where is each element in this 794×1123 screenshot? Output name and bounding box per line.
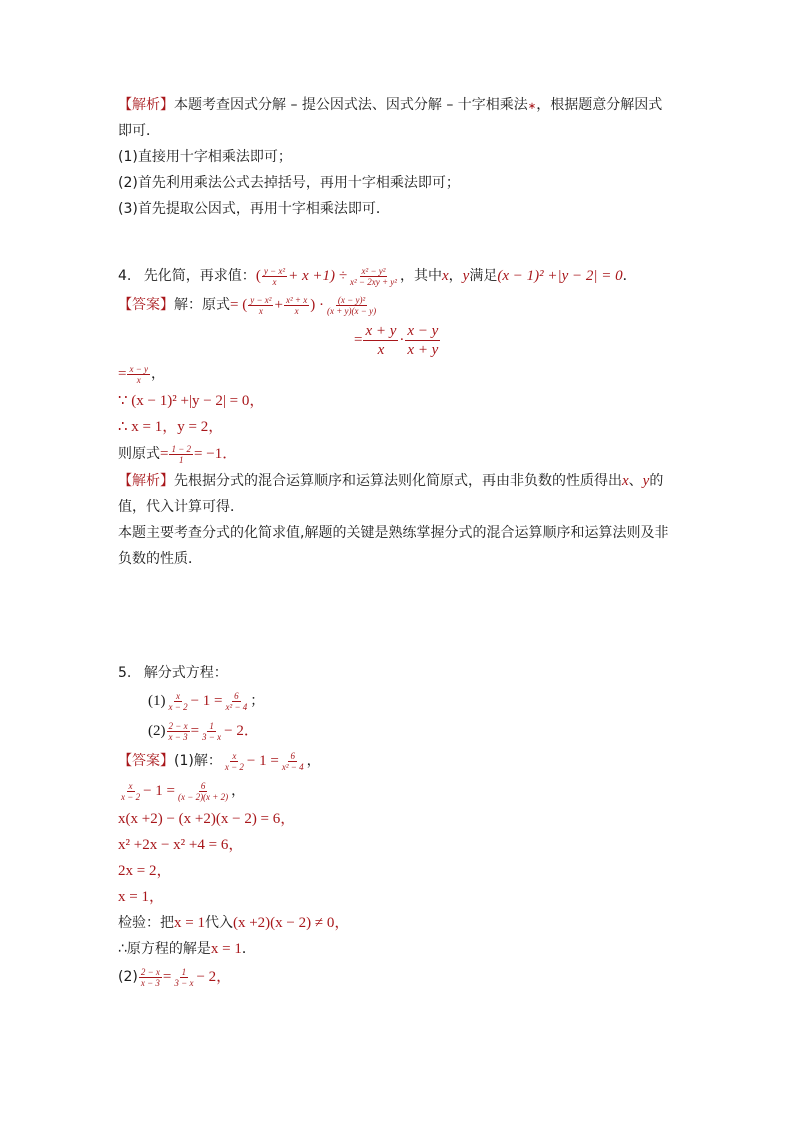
numerator: (x − y)² [337, 294, 366, 305]
var-y: y [462, 268, 470, 284]
denominator: x² − 2xy + y² [349, 276, 397, 287]
explanation-text: 本题考查因式分解 – 提公因式法、因式分解 – 十字相乘法 [174, 97, 528, 113]
fraction [405, 322, 440, 359]
numerator: 6 [200, 780, 206, 791]
punct: ， [448, 268, 463, 284]
denominator: 3 − x [174, 977, 194, 988]
explanation-line-3: (3)首先提取公因式，再用十字相乘法即可． [118, 201, 390, 217]
fraction [127, 364, 150, 385]
punct: ； [250, 693, 265, 709]
denominator: x [272, 276, 277, 287]
fraction [167, 721, 190, 742]
explanation-text: 先根据分式的混合运算顺序和运算法则化简原式，再由非负数的性质得出 [174, 473, 622, 489]
math-expr: − 1 = [190, 693, 223, 709]
fraction [169, 444, 193, 465]
denominator: 1 [179, 454, 184, 465]
var-y: y [642, 473, 650, 489]
numerator: 6 [290, 750, 295, 761]
denominator: x [258, 305, 263, 316]
question-5-stem [118, 660, 678, 686]
math-expr: = −1． [194, 446, 238, 462]
answer-line-1 [118, 746, 678, 776]
numerator: 1 [209, 720, 214, 731]
answer-line-3 [118, 360, 678, 388]
punct: ． [622, 268, 637, 284]
sub-number: (1) [148, 693, 166, 709]
numerator: x [232, 750, 237, 761]
denominator: 3 − x [202, 731, 222, 742]
question-text: ，其中 [400, 268, 442, 284]
math-expr: − 1 = [143, 783, 175, 799]
question-5 [118, 660, 678, 992]
explanation-text: 值，代入计算可得． [118, 499, 244, 515]
explanation-line [118, 468, 678, 494]
math-expr: x = 1 [174, 915, 205, 931]
star-mark: ∗ [527, 101, 537, 112]
answer-line-6: x = 1， [118, 889, 164, 905]
question-text: 解分式方程： [143, 665, 228, 681]
conclusion-line [118, 936, 678, 962]
answer-text: 检验：把 [118, 915, 174, 931]
punct: ， [151, 366, 166, 382]
numerator: y − x² [263, 265, 286, 276]
answer-text: 代入 [204, 915, 233, 931]
question-text: 满足 [469, 268, 498, 284]
sub-number: (2) [148, 723, 166, 739]
explanation-tag: 【解析】 [118, 473, 174, 489]
denominator: x² − 4 [225, 701, 248, 712]
answer-text: 解：原式 [174, 297, 230, 313]
math-expr: (x +2)(x − 2) ≠ 0， [232, 915, 350, 931]
explanation-line-1: (1)直接用十字相乘法即可； [118, 149, 292, 165]
numerator: y − x² [250, 294, 272, 305]
math-expr: = [118, 366, 127, 382]
explanation-text: 本题主要考查分式的化简求值,解题的关键是熟练掌握分式的混合运算顺序和运算法则及非 [118, 525, 669, 541]
denominator: (x − 2)(x + 2) [178, 791, 229, 802]
subquestion-2 [118, 716, 678, 746]
answer-line-4: x² +2x − x² +4 = 6， [118, 837, 244, 853]
denominator: (x + y)(x − y) [326, 305, 377, 316]
fraction [325, 295, 378, 316]
sub-number: (2) [118, 969, 138, 985]
punct: ． [241, 941, 256, 957]
fraction [348, 266, 399, 287]
answer-line-5: 2x = 2， [118, 863, 172, 879]
numerator: x [128, 780, 133, 791]
answer-text: ∴原方程的解是 [118, 941, 211, 957]
var-x: x [442, 268, 449, 284]
fraction [119, 781, 142, 802]
answer-line-part2 [118, 962, 678, 992]
math-expr: = [354, 332, 363, 348]
math-expr: − 2， [196, 969, 232, 985]
because-line: ∵ (x − 1)² +|y − 2| = 0， [118, 393, 265, 409]
question-4 [118, 262, 678, 572]
answer-tag: 【答案】 [118, 753, 174, 769]
fraction [223, 751, 246, 772]
question-number: 4. [118, 268, 132, 284]
numerator: x + y [365, 322, 397, 339]
math-expr: + x +1) ÷ [288, 268, 347, 284]
condition-expr: (x − 1)² +|y − 2| = 0 [497, 268, 623, 284]
punct: ， [231, 783, 246, 799]
math-expr: − 2． [224, 723, 259, 739]
denominator: x [136, 374, 141, 385]
question-text: 先化简，再求值： [143, 268, 256, 284]
denominator: x + y [407, 341, 439, 358]
subquestion-1 [118, 686, 678, 716]
fraction [224, 691, 250, 712]
check-line [118, 910, 678, 936]
explanation-tag: 【解析】 [118, 97, 174, 113]
numerator: x − y [407, 322, 439, 339]
math-expr: = [160, 446, 169, 462]
fraction [172, 967, 195, 988]
punct: 、 [628, 473, 643, 489]
denominator: x − 3 [140, 977, 160, 988]
numerator: 2 − x [168, 720, 188, 731]
answer-line-3: x(x +2) − (x +2)(x − 2) = 6， [118, 811, 296, 827]
numerator: 1 − 2 [171, 443, 192, 454]
question-number: 5. [118, 665, 132, 681]
math-expr: = [190, 723, 200, 739]
answer-tag: 【答案】 [118, 297, 174, 313]
denominator: x² − 4 [281, 761, 304, 772]
explanation-text: 的 [649, 473, 664, 489]
fraction [167, 691, 190, 712]
numerator: x² − y² [361, 265, 386, 276]
numerator: x [176, 690, 181, 701]
explanation-text: 负数的性质． [118, 551, 202, 567]
answer-line-2 [118, 776, 678, 806]
fraction [200, 721, 223, 742]
fraction [262, 266, 287, 287]
math-expr: ) · [310, 297, 324, 313]
fraction [176, 781, 230, 802]
question-4-stem [118, 262, 678, 290]
math-expr: = ( [230, 297, 248, 313]
value-line [118, 440, 678, 468]
denominator: x [294, 305, 299, 316]
numerator: 2 − x [140, 966, 160, 977]
punct: ， [306, 753, 321, 769]
numerator: 6 [234, 690, 239, 701]
fraction [284, 295, 309, 316]
fraction [248, 295, 273, 316]
fraction [280, 751, 306, 772]
q3-explanation [118, 92, 678, 222]
math-expr: + [274, 297, 283, 313]
fraction [363, 322, 398, 359]
math-expr: · [399, 332, 405, 348]
math-expr: = [162, 969, 172, 985]
answer-line-1 [118, 290, 678, 320]
math-expr: x = 1 [210, 941, 242, 957]
denominator: x − 2 [168, 701, 188, 712]
explanation-line-2: (2)首先利用乘法公式去掉括号，再用十字相乘法即可； [118, 175, 460, 191]
math-expr: − 1 = [246, 753, 279, 769]
paren: ( [255, 268, 261, 284]
numerator: x² + x [285, 294, 308, 305]
explanation-text: ，根据题意分解因式 [536, 97, 663, 113]
therefore-line: ∴ x = 1，y = 2， [118, 419, 224, 435]
var-x: x [622, 473, 629, 489]
denominator: x − 2 [224, 761, 244, 772]
answer-line-2 [118, 320, 678, 360]
denominator: x − 3 [168, 731, 188, 742]
numerator: 1 [181, 966, 187, 977]
numerator: x − y [129, 363, 149, 374]
answer-text: 则原式 [118, 446, 160, 462]
fraction [139, 967, 162, 988]
answer-text: (1)解： [174, 753, 222, 769]
explanation-text: 即可． [118, 123, 160, 139]
denominator: x − 2 [121, 791, 141, 802]
denominator: x [377, 341, 385, 358]
